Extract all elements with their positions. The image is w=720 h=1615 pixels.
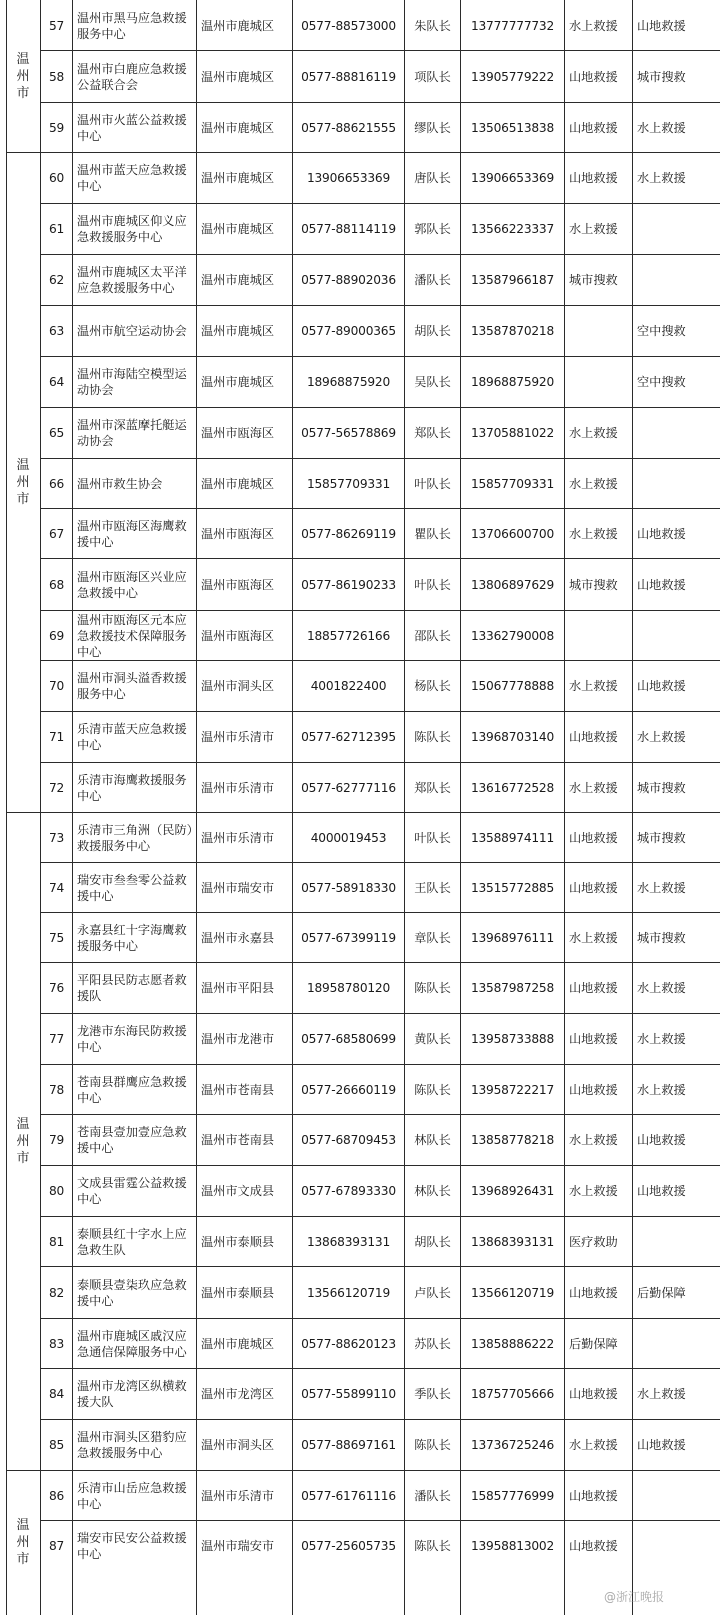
cell-type1: 山地救援: [569, 730, 618, 744]
cell-leader: 苏队长: [414, 1336, 451, 1351]
cell-no: 80: [48, 1184, 65, 1198]
cell-leader: 胡队长: [414, 324, 451, 338]
cell-leader: 林队长: [414, 1184, 451, 1198]
cell-type1: 水上救援: [569, 1184, 618, 1198]
cell-type1: 山地救援: [569, 880, 618, 895]
cell-type2: 水上救援: [637, 1387, 686, 1401]
region-char: 州: [16, 1535, 30, 1550]
cell-leader: 叶队长: [414, 830, 451, 845]
cell-no: 58: [48, 69, 65, 84]
cell-leader: 邵队长: [414, 628, 451, 643]
cell-area: 温州市永嘉县: [201, 930, 275, 945]
cell-area: 温州市龙港市: [201, 1032, 275, 1046]
cell-type1: 水上救援: [569, 18, 618, 33]
cell-area: 温州市鹿城区: [201, 476, 275, 491]
region-char: 温: [16, 51, 30, 67]
cell-type1: 水上救援: [569, 526, 618, 541]
region-char: 温: [16, 1518, 30, 1533]
cell-area: 温州市泰顺县: [201, 1285, 275, 1300]
cell-area: 温州市鹿城区: [201, 324, 275, 338]
cell-type2: 山地救援: [637, 1438, 686, 1452]
cell-area: 温州市鹿城区: [201, 69, 275, 84]
cell-area: 温州市苍南县: [201, 1133, 275, 1147]
cell-area: 温州市鹿城区: [201, 1336, 275, 1351]
cell-no: 74: [48, 880, 65, 895]
cell-mobile: 13968926431: [470, 1184, 555, 1198]
cell-mobile: 13588974111: [470, 830, 555, 845]
cell-type2: [633, 1521, 720, 1570]
cell-mobile: 13958722217: [470, 1082, 555, 1097]
region-label: [6, 1470, 40, 1615]
cell-type1: 水上救援: [569, 1438, 618, 1452]
cell-mobile: 13777777732: [470, 18, 555, 33]
cell-type1: 山地救援: [569, 1387, 618, 1401]
cell-leader: 王队长: [414, 880, 451, 895]
cell-name: 温州市龙湾区纵横救援大队: [77, 1379, 187, 1409]
cell-phone: 0577-86190233: [301, 577, 396, 592]
cell-phone: 0577-62777116: [301, 780, 396, 795]
cell-area: 温州市洞头区: [201, 679, 275, 693]
cell-type1: 水上救援: [569, 476, 618, 491]
region-char: 市: [16, 491, 30, 507]
region-char: 温: [16, 457, 30, 473]
cell-area: 温州市瓯海区: [201, 577, 275, 592]
cell-phone: 18968875920: [306, 375, 391, 389]
cell-mobile: 13587966187: [470, 273, 555, 287]
cell-area: 温州市瑞安市: [201, 1538, 275, 1553]
cell-type1: 城市搜救: [569, 273, 618, 287]
cell-phone: 0577-55899110: [301, 1387, 396, 1401]
cell-leader: 叶队长: [414, 476, 451, 491]
region-char: 州: [16, 68, 30, 84]
cell-name: 温州市救生协会: [77, 476, 163, 491]
cell-type2: 城市搜救: [637, 780, 686, 795]
cell-area: 温州市平阳县: [201, 981, 275, 995]
cell-name: 苍南县壹加壹应急救援中心: [77, 1125, 187, 1155]
cell-leader: 叶队长: [414, 577, 451, 592]
cell-name: 泰顺县红十字水上应急救生队: [77, 1226, 187, 1257]
cell-phone: 0577-68709453: [301, 1133, 396, 1147]
cell-mobile: 13905779222: [470, 69, 555, 84]
cell-type1: 山地救援: [569, 1538, 618, 1553]
cell-leader: 潘队长: [414, 1488, 451, 1503]
cell-type1: 水上救援: [569, 426, 618, 440]
cell-mobile: 13587987258: [470, 981, 555, 995]
cell-no: 75: [48, 930, 65, 945]
cell-no: 76: [48, 981, 65, 995]
cell-no: 85: [48, 1438, 65, 1452]
cell-type2: 水上救援: [637, 120, 686, 135]
cell-area: 温州市泰顺县: [201, 1234, 275, 1249]
cell-no: 77: [48, 1032, 65, 1046]
cell-area: 温州市乐清市: [201, 780, 275, 795]
cell-no: 73: [48, 830, 65, 845]
cell-leader: 潘队长: [414, 273, 451, 287]
cell-no: 63: [48, 324, 65, 338]
cell-type1: 城市搜救: [569, 577, 618, 592]
cell-phone: 13906653369: [306, 171, 391, 185]
cell-type1: 水上救援: [569, 679, 618, 693]
cell-leader: 缪队长: [414, 120, 451, 135]
cell-mobile: 13968703140: [470, 730, 555, 744]
cell-area: 温州市鹿城区: [201, 18, 275, 33]
cell-area: 温州市鹿城区: [201, 273, 275, 287]
cell-name: 温州市洞头溢香救援服务中心: [77, 671, 187, 701]
cell-area: 温州市鹿城区: [201, 375, 275, 389]
cell-name: 乐清市海鹰救援服务中心: [77, 772, 187, 803]
cell-leader: 黄队长: [414, 1032, 451, 1046]
cell-type1: 后勤保障: [569, 1336, 618, 1351]
cell-no: 65: [48, 426, 65, 440]
cell-mobile: 13706600700: [470, 526, 555, 541]
cell-mobile: 13968976111: [470, 930, 555, 945]
cell-leader: 郭队长: [414, 222, 451, 236]
cell-leader: 陈队长: [414, 1538, 451, 1553]
cell-no: 84: [48, 1387, 65, 1401]
cell-area: 温州市鹿城区: [201, 171, 275, 185]
cell-name: 龙港市东海民防救援中心: [77, 1024, 187, 1054]
cell-leader: 季队长: [414, 1387, 451, 1401]
cell-mobile: 18757705666: [470, 1387, 555, 1401]
cell-type2: 水上救援: [637, 880, 686, 895]
cell-mobile: 18968875920: [470, 375, 555, 389]
cell-phone: 0577-67893330: [301, 1184, 396, 1198]
cell-no: 81: [48, 1234, 65, 1249]
cell-type2: 城市搜救: [637, 69, 686, 84]
cell-name: 温州市深蓝摩托艇运动协会: [77, 418, 187, 448]
cell-leader: 项队长: [414, 69, 451, 84]
cell-mobile: 13506513838: [470, 120, 555, 135]
cell-type1: [565, 306, 632, 356]
cell-mobile: 13858778218: [470, 1133, 555, 1147]
cell-phone: 0577-88114119: [301, 222, 396, 236]
cell-leader: 杨队长: [414, 679, 451, 693]
region-label: [6, 152, 40, 812]
cell-name: 温州市蓝天应急救援中心: [77, 163, 187, 193]
cell-leader: 吴队长: [414, 375, 451, 389]
cell-name: 温州市瓯海区海鹰救援中心: [77, 518, 187, 549]
cell-type2: 水上救援: [637, 1082, 686, 1097]
cell-name: 乐清市蓝天应急救援中心: [77, 722, 187, 752]
cell-type2: 水上救援: [637, 981, 686, 995]
cell-area: 温州市洞头区: [201, 1438, 275, 1452]
cell-area: 温州市乐清市: [201, 830, 275, 845]
cell-mobile: 15067778888: [470, 679, 555, 693]
cell-leader: 郑队长: [414, 780, 451, 795]
cell-phone: 0577-88620123: [301, 1336, 396, 1351]
cell-type2: 山地救援: [637, 18, 686, 33]
cell-name: 文成县雷霆公益救援中心: [77, 1176, 187, 1206]
cell-phone: 0577-56578869: [301, 426, 396, 440]
cell-leader: 胡队长: [414, 1234, 451, 1249]
region-char: 市: [16, 1150, 30, 1166]
cell-phone: 0577-86269119: [301, 526, 396, 541]
cell-no: 87: [48, 1538, 65, 1553]
cell-leader: 林队长: [414, 1133, 451, 1147]
cell-phone: 15857709331: [306, 476, 391, 491]
cell-leader: 陈队长: [414, 1438, 451, 1452]
cell-name: 温州市洞头区猎豹应急救援服务中心: [77, 1430, 187, 1460]
cell-name: 瑞安市民安公益救援中心: [77, 1530, 187, 1561]
region-char: 州: [16, 474, 30, 490]
cell-mobile: 13906653369: [470, 171, 555, 185]
cell-mobile: 13958813002: [470, 1538, 555, 1553]
cell-mobile: 13587870218: [470, 324, 555, 338]
cell-area: 温州市瓯海区: [201, 526, 275, 541]
cell-mobile: 13566120719: [470, 1285, 555, 1300]
cell-no: 86: [48, 1488, 65, 1503]
cell-no: 66: [48, 476, 65, 491]
cell-phone: 0577-25605735: [301, 1538, 396, 1553]
cell-phone: 0577-67399119: [301, 930, 396, 945]
cell-phone: 0577-62712395: [301, 730, 396, 744]
cell-type1: 山地救援: [569, 1488, 618, 1503]
cell-phone: 18857726166: [306, 628, 391, 643]
region-label: [6, 0, 40, 152]
cell-type2: 城市搜救: [637, 930, 686, 945]
cell-type2: 山地救援: [637, 1133, 686, 1147]
cell-phone: 0577-88697161: [301, 1438, 396, 1452]
cell-name: 温州市瓯海区兴业应急救援中心: [77, 569, 187, 600]
cell-name: 温州市火蓝公益救援中心: [77, 112, 187, 143]
cell-name: 乐清市山岳应急救援中心: [77, 1480, 187, 1511]
cell-name: 温州市鹿城区太平洋应急救援服务中心: [77, 265, 187, 295]
cell-no: 82: [48, 1285, 65, 1300]
cell-type2: [633, 1319, 720, 1368]
cell-name: 温州市航空运动协会: [77, 324, 187, 338]
cell-mobile: 13806897629: [470, 577, 555, 592]
region-char: 市: [16, 1552, 30, 1567]
cell-area: 温州市瓯海区: [201, 628, 275, 643]
cell-type2: 空中搜救: [637, 324, 686, 338]
cell-mobile: 13868393131: [470, 1234, 555, 1249]
cell-mobile: 13515772885: [470, 880, 555, 895]
cell-type1: [565, 357, 632, 407]
cell-phone: 0577-88902036: [301, 273, 396, 287]
cell-area: 温州市苍南县: [201, 1082, 275, 1097]
cell-name: 平阳县民防志愿者救援队: [77, 973, 187, 1003]
cell-mobile: 13958733888: [470, 1032, 555, 1046]
cell-type2: 后勤保障: [637, 1285, 686, 1300]
cell-type1: 水上救援: [569, 222, 618, 236]
cell-type1: 山地救援: [569, 69, 618, 84]
cell-no: 62: [48, 273, 65, 287]
cell-leader: 章队长: [414, 930, 451, 945]
cell-leader: 陈队长: [414, 730, 451, 744]
region-char: 市: [16, 85, 30, 101]
cell-mobile: 13736725246: [470, 1438, 555, 1452]
cell-type2: 空中搜救: [637, 375, 686, 389]
cell-name: 温州市鹿城区戚汉应急通信保障服务中心: [77, 1328, 187, 1359]
cell-no: 83: [48, 1336, 65, 1351]
cell-no: 60: [48, 171, 65, 185]
cell-name: 永嘉县红十字海鹰救援服务中心: [77, 922, 187, 953]
cell-name: 温州市白鹿应急救援公益联合会: [77, 61, 187, 92]
cell-leader: 唐队长: [414, 171, 451, 185]
cell-no: 78: [48, 1082, 65, 1097]
cell-type2: [633, 1471, 720, 1520]
cell-name: 苍南县群鹰应急救援中心: [77, 1074, 187, 1105]
cell-area: 温州市龙湾区: [201, 1387, 275, 1401]
cell-phone: 0577-89000365: [301, 324, 396, 338]
cell-type1: 医疗救助: [569, 1234, 618, 1249]
cell-type2: 水上救援: [637, 171, 686, 185]
cell-mobile: 15857776999: [470, 1488, 555, 1503]
cell-leader: 陈队长: [414, 981, 451, 995]
cell-area: 温州市乐清市: [201, 1488, 275, 1503]
cell-name: 温州市瓯海区元本应急救援技术保障服务中心: [77, 612, 187, 659]
cell-leader: 郑队长: [414, 426, 451, 440]
cell-leader: 瞿队长: [414, 526, 451, 541]
cell-type1: 山地救援: [569, 171, 618, 185]
cell-type1: 山地救援: [569, 830, 618, 845]
cell-leader: 朱队长: [414, 18, 451, 33]
cell-name: 瑞安市叁叁零公益救援中心: [77, 872, 187, 903]
cell-no: 57: [48, 18, 65, 33]
cell-type2: 山地救援: [637, 526, 686, 541]
cell-mobile: 15857709331: [470, 476, 555, 491]
cell-type2: [633, 1217, 720, 1266]
cell-no: 67: [48, 526, 65, 541]
cell-no: 64: [48, 375, 65, 389]
cell-no: 69: [48, 628, 65, 643]
cell-type1: 水上救援: [569, 1133, 618, 1147]
cell-type1: 山地救援: [569, 1285, 618, 1300]
cell-type1: 山地救援: [569, 120, 618, 135]
cell-phone: 13868393131: [306, 1234, 391, 1249]
cell-area: 温州市瑞安市: [201, 880, 275, 895]
cell-no: 71: [48, 730, 65, 744]
cell-name: 乐清市三角洲（民防）救援服务中心: [77, 822, 193, 853]
cell-type2: 山地救援: [637, 577, 686, 592]
cell-phone: 0577-26660119: [301, 1082, 396, 1097]
cell-type2: [633, 255, 720, 305]
cell-type2: [633, 204, 720, 254]
cell-type1: 山地救援: [569, 1082, 618, 1097]
cell-mobile: 13616772528: [470, 780, 555, 795]
cell-type2: 山地救援: [637, 679, 686, 693]
region-char: 温: [16, 1116, 30, 1132]
cell-type1: 山地救援: [569, 1032, 618, 1046]
cell-area: 温州市文成县: [201, 1184, 275, 1198]
cell-name: 温州市海陆空模型运动协会: [77, 367, 187, 397]
cell-leader: 卢队长: [414, 1285, 451, 1300]
cell-name: 泰顺县壹柒玖应急救援中心: [77, 1277, 187, 1308]
cell-type1: [565, 611, 632, 660]
cell-phone: 0577-61761116: [301, 1488, 396, 1503]
cell-phone: 0577-58918330: [301, 880, 396, 895]
cell-name: 温州市黑马应急救援服务中心: [77, 10, 187, 41]
cell-phone: 0577-88816119: [301, 69, 396, 84]
cell-type2: [633, 459, 720, 508]
cell-phone: 13566120719: [306, 1285, 391, 1300]
cell-mobile: 13858886222: [470, 1336, 555, 1351]
cell-no: 59: [48, 120, 65, 135]
cell-no: 79: [48, 1133, 65, 1147]
cell-phone: 0577-68580699: [301, 1032, 396, 1046]
cell-phone: 4000019453: [310, 830, 387, 845]
cell-type2: [633, 611, 720, 660]
cell-type2: 城市搜救: [637, 830, 686, 845]
cell-leader: 陈队长: [414, 1082, 451, 1097]
cell-type1: 水上救援: [569, 780, 618, 795]
cell-type1: 山地救援: [569, 981, 618, 995]
cell-phone: 0577-88573000: [301, 18, 396, 33]
cell-area: 温州市瓯海区: [201, 426, 275, 440]
region-label: [6, 812, 40, 1470]
cell-type2: 水上救援: [637, 730, 686, 744]
cell-no: 61: [48, 222, 65, 236]
region-char: 州: [16, 1133, 30, 1149]
cell-mobile: 13566223337: [470, 222, 555, 236]
cell-no: 70: [48, 679, 65, 693]
cell-area: 温州市鹿城区: [201, 222, 275, 236]
cell-phone: 0577-88621555: [301, 120, 396, 135]
cell-area: 温州市鹿城区: [201, 120, 275, 135]
cell-phone: 18958780120: [306, 981, 391, 995]
watermark: @浙江晚报: [604, 1590, 665, 1604]
cell-name: 温州市鹿城区仰义应急救援服务中心: [77, 214, 187, 244]
cell-mobile: 13705881022: [470, 426, 555, 440]
cell-no: 68: [48, 577, 65, 592]
cell-type2: 山地救援: [637, 1184, 686, 1198]
cell-type1: 水上救援: [569, 930, 618, 945]
cell-type2: [633, 408, 720, 458]
cell-area: 温州市乐清市: [201, 730, 275, 744]
cell-mobile: 13362790008: [470, 628, 555, 643]
cell-phone: 4001822400: [310, 679, 387, 693]
cell-no: 72: [48, 780, 65, 795]
cell-type2: 水上救援: [637, 1032, 686, 1046]
